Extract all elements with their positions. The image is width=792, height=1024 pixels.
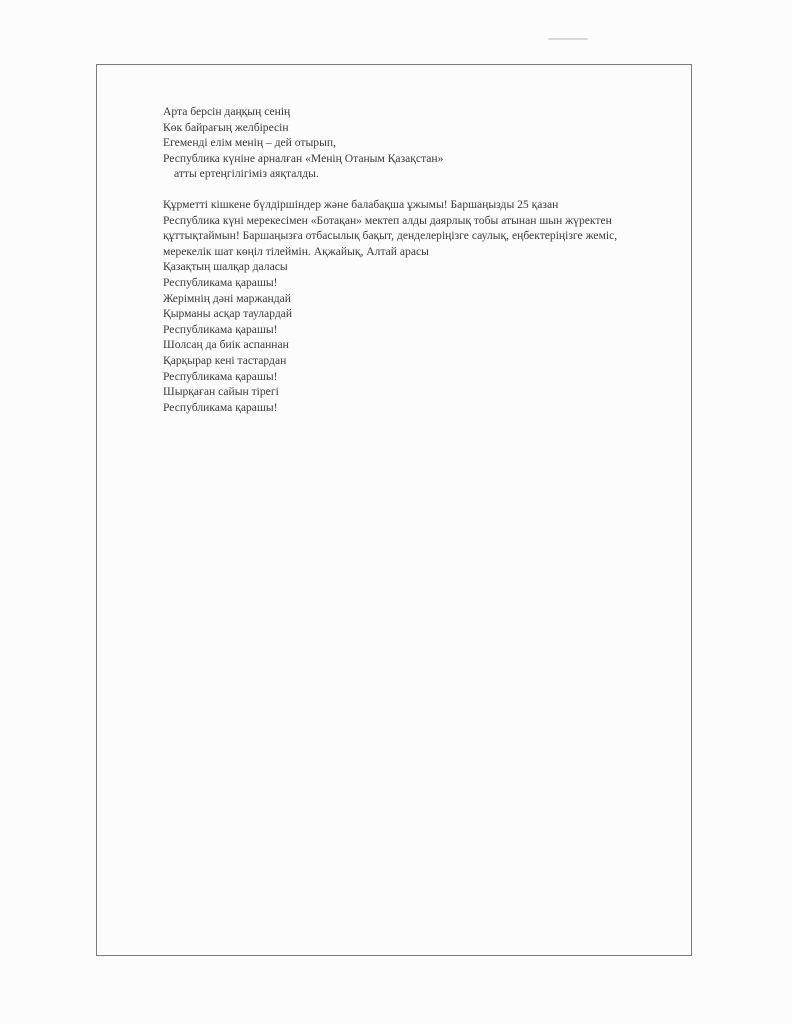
verse-line: Шолсаң да биік аспаннан <box>163 338 289 352</box>
verse-line: Республикама қарашы! <box>163 322 278 336</box>
poem-line: атты ертеңгілігіміз аяқталды. <box>174 167 319 181</box>
verse-line: Қарқырар кені тастардан <box>163 353 287 367</box>
greeting-section <box>163 197 683 415</box>
opening-poem <box>163 104 443 182</box>
poem-line: Көк байрағың желбіресін <box>163 120 289 134</box>
verse-line: Республикама қарашы! <box>163 275 278 289</box>
verse-line: Қырманы асқар таулардай <box>163 307 293 321</box>
verse-line: Шырқаған сайын тірегі <box>163 385 279 399</box>
verse-line: Республикама қарашы! <box>163 369 278 383</box>
scan-artifact-mark <box>548 38 588 40</box>
verse-line: Жерімнің дәні маржандай <box>163 291 292 305</box>
greeting-line: мерекелік шат көңіл тілеймін. Ақжайық, Алтай арасы <box>163 244 429 258</box>
greeting-line: Құрметті кішкене бүлдіршіндер және балабақша ұжымы! Баршаңызды 25 қазан <box>163 198 559 211</box>
poem-line: Егемендi елім менің – дей отырып, <box>163 136 336 150</box>
verse-line: Қазақтың шалқар даласы <box>163 260 288 274</box>
poem-line: Республика күніне арналған «Менің Отаным Қазақстан» <box>163 151 444 165</box>
greeting-line: құттықтаймын! Баршаңызға отбасылық бақыт, денделеріңізге саулық, еңбектеріңізге жеміс, <box>163 229 618 243</box>
poem-line: Арта берсін даңқың сенің <box>163 105 291 118</box>
verse-line: Республикама қарашы! <box>163 400 278 414</box>
greeting-line: Республика күні мерекесімен «Ботақан» мектеп алды даярлық тобы атынан шын жүректен <box>163 213 612 227</box>
